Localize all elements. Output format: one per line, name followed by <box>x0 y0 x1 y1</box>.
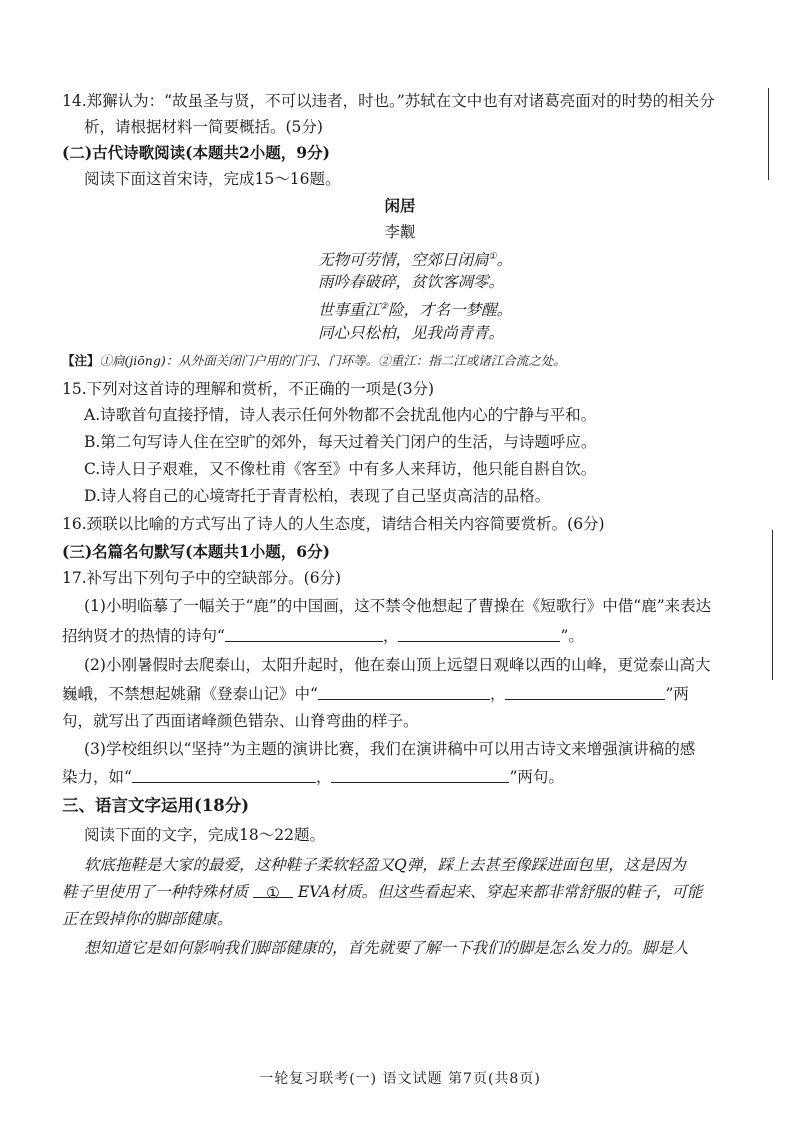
margin-line-bottom <box>772 530 773 680</box>
q17-item3-line1: (3)学校组织以“坚持”为主题的演讲比赛，我们在演讲稿中可以用古诗文来增强演讲稿的感 <box>84 740 696 758</box>
answer-blank-1b[interactable] <box>398 626 560 642</box>
passage-para1-line2 <box>62 881 703 903</box>
note-text: ①扃(jiōng)：从外面关闭门户用的门闩、门环等。②重江：指二江或诸江合流之处。 <box>99 353 566 368</box>
section-dictation-heading: (三)名篇名句默写(本题共1小题，6分) <box>62 542 330 561</box>
q14-line-2: 析，请根据材料一简要概括。(5分) <box>84 118 323 136</box>
passage-para1-line1: 软底拖鞋是大家的最爱，这种鞋子柔软轻盈又Q弹，踩上去甚至像踩进面包里，这是因为 <box>84 856 686 874</box>
language-instruction: 阅读下面的文字，完成18～22题。 <box>84 826 325 844</box>
footnote-mark-2: ② <box>380 302 389 312</box>
footnote-mark-1: ① <box>488 252 497 262</box>
item3-comma: ， <box>315 768 332 786</box>
q14-line-1: 14.郑獬认为：“故虽圣与贤，不可以违者，时也。”苏轼在文中也有对诸葛亮面对的时势的相关分 <box>62 92 715 110</box>
item3-suffix: ”两句。 <box>509 768 564 786</box>
item3-prefix: 染力，如“ <box>62 768 132 786</box>
item2-comma: ， <box>489 685 506 703</box>
poem-title: 闲居 <box>384 196 416 215</box>
poem-author: 李觏 <box>384 223 416 241</box>
q17-item2-line3: 句，就写出了西面诸峰颜色错杂、山脊弯曲的样子。 <box>62 712 419 730</box>
item1-comma: ， <box>382 627 399 645</box>
q17-item1-line1: (1)小明临摹了一幅关于“鹿”的中国画，这不禁令他想起了曹操在《短歌行》中借“鹿”来表达 <box>84 597 712 615</box>
answer-blank-3a[interactable] <box>132 767 316 783</box>
answer-blank-3b[interactable] <box>331 767 509 783</box>
poem-line-3-end: 险，才名一梦醒。 <box>388 301 513 320</box>
q15-option-c: C.诗人日子艰难，又不像杜甫《客至》中有多人来拜访，他只能自斟自饮。 <box>84 460 597 478</box>
q15-option-d: D.诗人将自己的心境寄托于青青松柏，表现了自己坚贞高洁的品格。 <box>84 487 551 505</box>
poem-line-4: 同心只松柏，见我尚青青。 <box>318 324 505 342</box>
section-poetry-heading: (二)古代诗歌阅读(本题共2小题，9分) <box>62 143 330 162</box>
margin-line-top <box>768 88 769 180</box>
answer-blank-2a[interactable] <box>318 684 490 700</box>
passage-blank-1-marker: ① <box>266 884 280 902</box>
poem-line-1 <box>318 246 512 271</box>
q17-stem: 17.补写出下列句子中的空缺部分。(6分) <box>62 569 342 587</box>
poetry-instruction: 阅读下面这首宋诗，完成15～16题。 <box>84 170 341 188</box>
poem-line-1-text: 无物可劳情，空郊日闭扃 <box>318 251 489 270</box>
passage-line2-start: 鞋子里使用了一种特殊材质 <box>62 883 249 901</box>
q17-item1-line2 <box>62 625 584 647</box>
poem-line-1-end: 。 <box>496 251 513 270</box>
poem-line-3-text: 世事重江 <box>318 301 381 320</box>
item2-suffix: ”两 <box>665 685 689 703</box>
answer-blank-2b[interactable] <box>505 684 665 700</box>
poem-line-3 <box>318 296 512 321</box>
q17-item2-line2 <box>62 683 689 705</box>
page-footer: 一轮复习联考(一) 语文试题 第7页(共8页) <box>259 1071 541 1087</box>
poem-line-2: 雨吟春破碎，贫饮客凋零。 <box>318 273 505 291</box>
q16-stem: 16.颈联以比喻的方式写出了诗人的人生态度，请结合相关内容简要赏析。(6分) <box>62 515 605 533</box>
passage-para1-line3: 正在毁掉你的脚部健康。 <box>62 910 233 928</box>
answer-blank-1a[interactable] <box>225 626 383 642</box>
poem-note <box>62 350 566 372</box>
passage-line2-end: EVA材质。但这些看起来、穿起来都非常舒服的鞋子，可能 <box>297 883 703 901</box>
note-label: 【注】 <box>62 353 100 368</box>
item1-prefix: 招纳贤才的热情的诗句“ <box>62 627 225 645</box>
q17-item2-line1: (2)小刚暑假时去爬泰山，太阳升起时，他在泰山顶上远望日观峰以西的山峰，更觉泰山高大 <box>84 656 711 674</box>
item2-prefix: 巍峨，不禁想起姚鼐《登泰山记》中“ <box>62 685 318 703</box>
item1-suffix: ”。 <box>560 627 584 645</box>
q15-option-b: B.第二句写诗人住在空旷的郊外，每天过着关门闭户的生活，与诗题呼应。 <box>84 433 597 451</box>
q15-option-a: A.诗歌首句直接抒情，诗人表示任何外物都不会扰乱他内心的宁静与平和。 <box>84 406 597 424</box>
passage-para2-line1: 想知道它是如何影响我们脚部健康的，首先就要了解一下我们的脚是怎么发力的。脚是人 <box>84 939 689 957</box>
section-language-heading: 三、语言文字运用(18分) <box>62 796 250 815</box>
passage-blank-1[interactable] <box>253 882 293 902</box>
q15-stem: 15.下列对这首诗的理解和赏析，不正确的一项是(3分) <box>62 380 435 398</box>
q17-item3-line2 <box>62 766 564 788</box>
